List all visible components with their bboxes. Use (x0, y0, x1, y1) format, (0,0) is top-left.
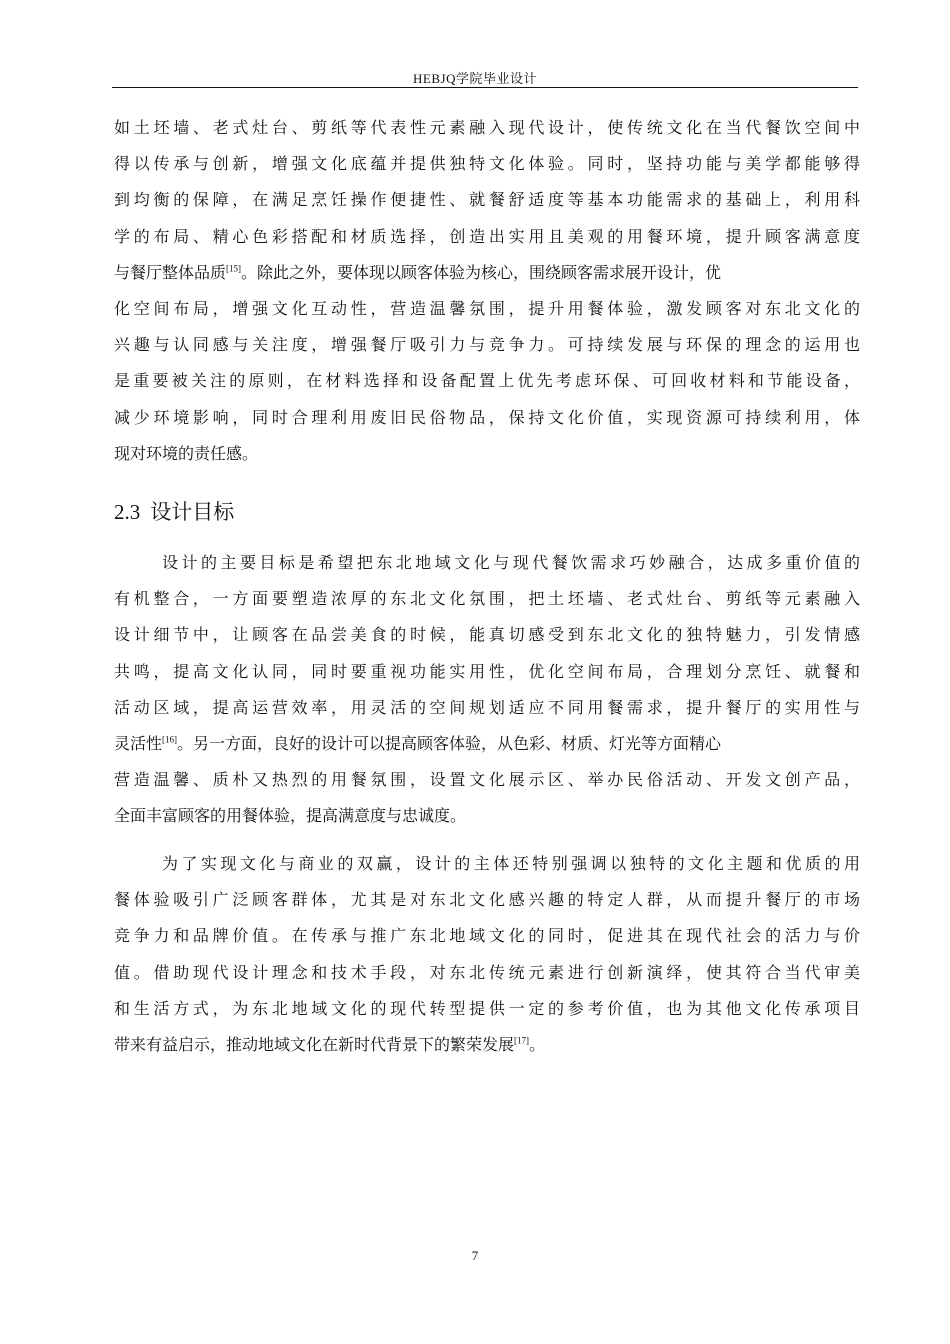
paragraph-3 (114, 846, 860, 1063)
line-text: 。除此之外，要体现以顾客体验为核心，围绕顾客需求展开设计，优 (241, 262, 722, 282)
section-number: 2.3 (114, 500, 141, 524)
paragraph-line: 是重要被关注的原则，在材料选择和设备配置上优先考虑环保、可回收材料和节能设备， (114, 371, 860, 391)
paragraph-line: 为了实现文化与商业的双赢，设计的主体还特别强调以独特的文化主题和优质的用 (162, 854, 860, 873)
paragraph-line: 化空间布局，增强文化互动性，营造温馨氛围，提升用餐体验，激发顾客对东北文化的 (114, 298, 860, 318)
line-text: 。另一方面，良好的设计可以提高顾客体验，从色彩、材质、灯光等方面精心 (177, 733, 722, 753)
paragraph-line: 减少环境影响，同时合理利用废旧民俗物品，保持文化价值，实现资源可持续利用，体 (114, 407, 860, 427)
paragraph-line: 有机整合，一方面要塑造浓厚的东北文化氛围，把土坯墙、老式灶台、剪纸等元素融入 (114, 589, 860, 609)
paragraph-line (114, 726, 860, 762)
paragraph-line: 共鸣，提高文化认同，同时要重视功能实用性，优化空间布局，合理划分烹饪、就餐和 (114, 661, 860, 681)
paragraph-line: 和生活方式，为东北地域文化的现代转型提供一定的参考价值，也为其他文化传承项目 (114, 998, 860, 1018)
line-text: 与餐厅整体品质 (114, 262, 227, 282)
page-header-title: HEBJQ学院毕业设计 (413, 71, 537, 86)
paragraph-line: 营造温馨、质朴又热烈的用餐氛围，设置文化展示区、举办民俗活动、开发文创产品， (114, 770, 860, 790)
citation-ref: [16] (162, 734, 178, 745)
section-title: 设计目标 (150, 500, 235, 524)
paragraph-line: 全面丰富顾客的用餐体验，提高满意度与忠诚度。 (114, 806, 467, 826)
page-number: 7 (471, 1248, 479, 1263)
line-text: 。 (529, 1034, 546, 1054)
line-text: 带来有益启示，推动地域文化在新时代背景下的繁荣发展 (114, 1034, 515, 1054)
paragraph-line: 活动区域，提高运营效率，用灵活的空间规划适应不同用餐需求，提升餐厅的实用性与 (114, 697, 860, 717)
paragraph-line: 餐体验吸引广泛顾客群体，尤其是对东北文化感兴趣的特定人群，从而提升餐厅的市场 (114, 890, 860, 910)
paragraph-line: 如土坯墙、老式灶台、剪纸等代表性元素融入现代设计，使传统文化在当代餐饮空间中 (114, 118, 860, 137)
section-heading (114, 496, 234, 526)
citation-ref: [17] (514, 1035, 530, 1046)
paragraph-line: 得以传承与创新，增强文化底蕴并提供独特文化体验。同时，坚持功能与美学都能够得 (114, 154, 860, 174)
paragraph-line: 设计的主要目标是希望把东北地域文化与现代餐饮需求巧妙融合，达成多重价值的 (162, 553, 860, 572)
paragraph-line: 兴趣与认同感与关注度，增强餐厅吸引力与竞争力。可持续发展与环保的理念的运用也 (114, 335, 860, 355)
paragraph-line (114, 1027, 860, 1063)
paragraph-line: 学的布局、精心色彩搭配和材质选择，创造出实用且美观的用餐环境，提升顾客满意度 (114, 226, 860, 246)
header-rule (112, 87, 858, 88)
paragraph-2 (114, 545, 860, 835)
paragraph-line: 到均衡的保障，在满足烹饪操作便捷性、就餐舒适度等基本功能需求的基础上，利用科 (114, 190, 860, 210)
line-text: 灵活性 (114, 733, 163, 753)
paragraph-line: 设计细节中，让顾客在品尝美食的时候，能真切感受到东北文化的独特魅力，引发情感 (114, 625, 860, 645)
paragraph-line: 值。借助现代设计理念和技术手段，对东北传统元素进行创新演绎，使其符合当代审美 (114, 962, 860, 982)
citation-ref: [15] (226, 263, 242, 274)
paragraph-line: 现对环境的责任感。 (114, 443, 259, 463)
paragraph-line (114, 255, 860, 291)
paragraph-1 (114, 110, 860, 472)
paragraph-line: 竞争力和品牌价值。在传承与推广东北地域文化的同时，促进其在现代社会的活力与价 (114, 926, 860, 946)
